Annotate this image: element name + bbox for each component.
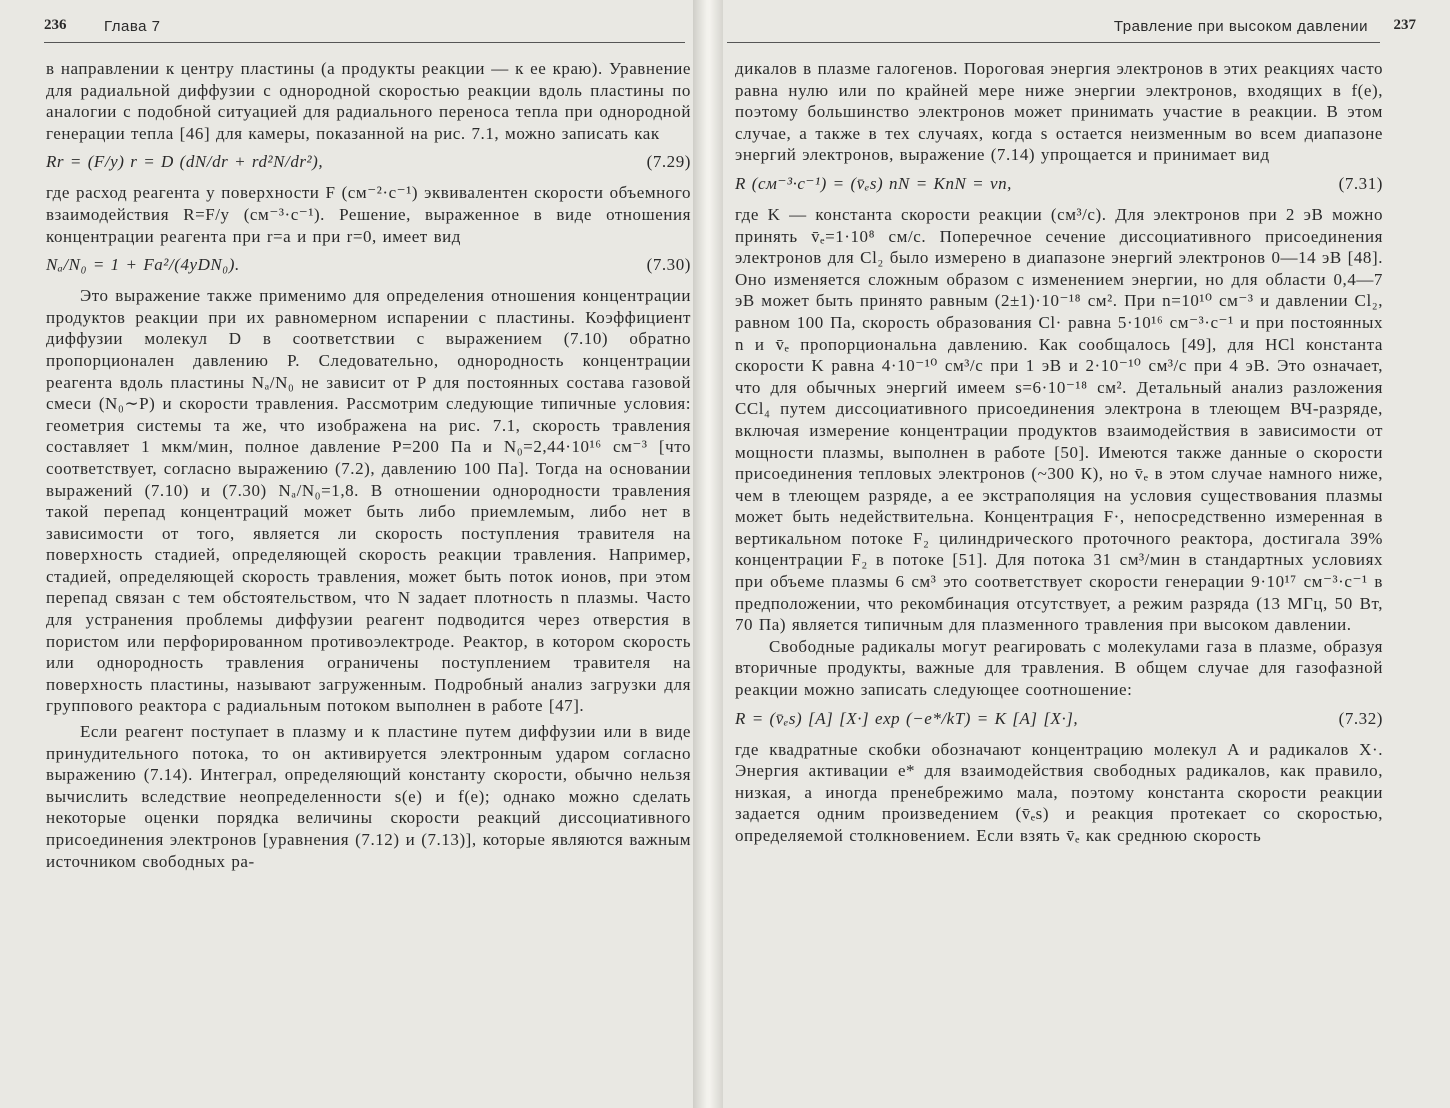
equation-7-31-formula: R (см⁻³·с⁻¹) = (v̄ₑs) nN = KnN = νn,	[735, 173, 1012, 193]
equation-7-31-number: (7.31)	[1338, 173, 1383, 193]
right-page	[723, 0, 1450, 1108]
equation-7-30	[46, 254, 691, 278]
equation-7-30-number: (7.30)	[646, 255, 691, 275]
left-page	[0, 0, 693, 1108]
equation-7-31	[735, 173, 1383, 197]
right-running-title: Травление при высоком давлении	[1113, 18, 1368, 35]
right-page-body	[735, 58, 1383, 847]
left-page-number: 236	[44, 17, 67, 33]
right-paragraph-4: где квадратные скобки обозначают концентрацию молекул A и радикалов X·. Энергия активации e* для взаимодействия свободных радикалов, как правило, низкая, а иногда пренебрежимо мала, поэтому константа скорости реакции задается одним произведением (v̄ₑs) и реакция протекает со скоростью, определяемой столкновением. Если взять v̄ₑ как среднюю скорость	[735, 739, 1383, 845]
left-paragraph-4: Если реагент поступает в плазму и к пластине путем диффузии или в виде принудительного потока, то он активируется электронным ударом согласно выражению (7.14). Интеграл, определяющий константу скорости, обычно нельзя вычислить вследствие неопределенности s(e) и f(e); однако можно сделать некоторые оценки порядка величины скорости реакций диссоциативного присоединения электронов [уравнения (7.12) и (7.13)], которые являются важным источником свободных ра-	[46, 722, 691, 871]
equation-7-30-formula: Nₐ/N₀ = 1 + Fa²/(4yDN₀).	[46, 255, 240, 275]
right-page-header	[727, 14, 1416, 43]
book-gutter	[693, 0, 723, 1108]
left-paragraph-3: Это выражение также применимо для определения отношения концентрации продуктов реакции при их равномерном испарении с пластины. Коэффициент диффузии молекул D в соответствии с выражением (7.10) обратно пропорционален давлению P. Следовательно, однородность концентрации реагента вдоль пластины Nₐ/N₀ не зависит от P для постоянных состава газовой смеси (N₀∼P) и скорости травления. Рассмотрим следующие типичные условия: геометрия системы та же, что изображена на рис. 7.1, скорость травления составляет 1 мкм/мин, полное давление P=200 Па и N₀=2,44·10¹⁶ см⁻³ [что соответствует, согласно выражению (7.2), давлению 100 Па]. Тогда на основании выражений (7.10) и (7.30) Nₐ/N₀=1,8. В отношении однородности травления такой перепад концентраций может быть либо приемлемым, либо нет в зависимости от того, является ли скорость поступления травителя на поверхность стадией, определяющей скорость реакции травления. Например, стадией, определяющей скорость травления, может быть поток ионов, при этом перепад связан с тем обстоятельством, что N задает плотность n плазмы. Часто для устранения проблемы диффузии реагент подводится через отверстия в пористом или перфорированном противоэлектроде. Реактор, в котором скорость или однородность травления ограничены поступлением травителя на поверхность пластины, называют загруженным. Подробный анализ загрузки для группового реактора с радиальным потоком выполнен в работе [47].	[46, 286, 691, 716]
right-page-number: 237	[1393, 17, 1416, 33]
left-running-title: Глава 7	[104, 18, 161, 35]
equation-7-32-formula: R = (v̄ₑs) [A] [X·] exp (−e*/kT) = K [A] [X·],	[735, 708, 1079, 728]
right-paragraph-2: где K — константа скорости реакции (см³/с). Для электронов при 2 эВ можно принять v̄ₑ=1·10⁸ см/с. Поперечное сечение диссоциативного присоединения электронов для Cl₂ было измерено в диапазоне энергий электронов 0—14 эВ [48]. Оно изменяется сложным образом с изменением энергии, но для области 0,4—7 эВ может быть принято равным (2±1)·10⁻¹⁸ см². При n=10¹⁰ см⁻³ и давлении Cl₂, равном 100 Па, скорость образования Cl· равна 5·10¹⁶ см⁻³·с⁻¹ и при постоянных n и v̄ₑ пропорциональна давлению. Как сообщалось [49], для HCl константа скорости K равна 4·10⁻¹⁰ см³/с при 1 эВ и 2·10⁻¹⁰ см³/с при 4 эВ. Это означает, что для обычных энергий имеем s=6·10⁻¹⁸ см². Детальный анализ разложения CCl₄ путем диссоциативного присоединения электрона в тлеющем ВЧ-разряде, включая измерение концентрации продуктов взаимодействия в зависимости от мощности плазмы, выполнен в работе [50]. Имеются также данные о скорости присоединения тепловых электронов (~300 К), но v̄ₑ в этом случае намного ниже, чем в тлеющем разряде, а ее экстраполяция на условия существования плазмы может быть недействительна. Концентрация F·, непосредственно измеренная в вертикальном потоке F₂ цилиндрического проточного реактора, достигала 39% концентрации F₂ в потоке [51]. Для потока 31 см³/мин в стандартных условиях при объеме плазмы 6 см³ это соответствует скорости генерации 9·10¹⁷ см⁻³·с⁻¹ в предположении, что рекомбинация отсутствует, а режим разряда (13 МГц, 50 Вт, 70 Па) является типичным для плазменного травления при высоком давлении.	[735, 204, 1383, 635]
equation-7-32-number: (7.32)	[1338, 708, 1383, 728]
equation-7-32	[735, 708, 1383, 732]
left-paragraph-1: в направлении к центру пластины (а продукты реакции — к ее краю). Уравнение для радиальной диффузии с однородной скоростью реакции вдоль пластины по аналогии с подобной ситуацией для радиального переноса тепла при однородной генерации тепла [46] для камеры, показанной на рис. 7.1, можно записать как	[46, 59, 691, 143]
right-paragraph-1: дикалов в плазме галогенов. Пороговая энергия электронов в этих реакциях часто равна нулю или по крайней мере ниже энергии электронов, входящих в f(e), поэтому большинство электронов может принимать участие в реакции. В этом случае, а также в тех случаях, когда s остается неизменным во всем диапазоне энергий электронов, выражение (7.14) упрощается и принимает вид	[735, 59, 1383, 165]
left-page-header	[44, 14, 685, 43]
equation-7-29-number: (7.29)	[646, 152, 691, 172]
equation-7-29	[46, 151, 691, 175]
right-paragraph-3: Свободные радикалы могут реагировать с молекулами газа в плазме, образуя вторичные продукты, важные для травления. В общем случае для газофазной реакции можно записать следующее соотношение:	[735, 636, 1383, 700]
left-paragraph-2: где расход реагента у поверхности F (см⁻²·с⁻¹) эквивалентен скорости объемного взаимодействия R=F/y (см⁻³·с⁻¹). Решение, выраженное в виде отношения концентрации реагента при r=a и при r=0, имеет вид	[46, 183, 691, 246]
left-page-body	[46, 58, 691, 872]
equation-7-29-formula: Rr = (F/y) r = D (dN/dr + rd²N/dr²),	[46, 152, 324, 172]
